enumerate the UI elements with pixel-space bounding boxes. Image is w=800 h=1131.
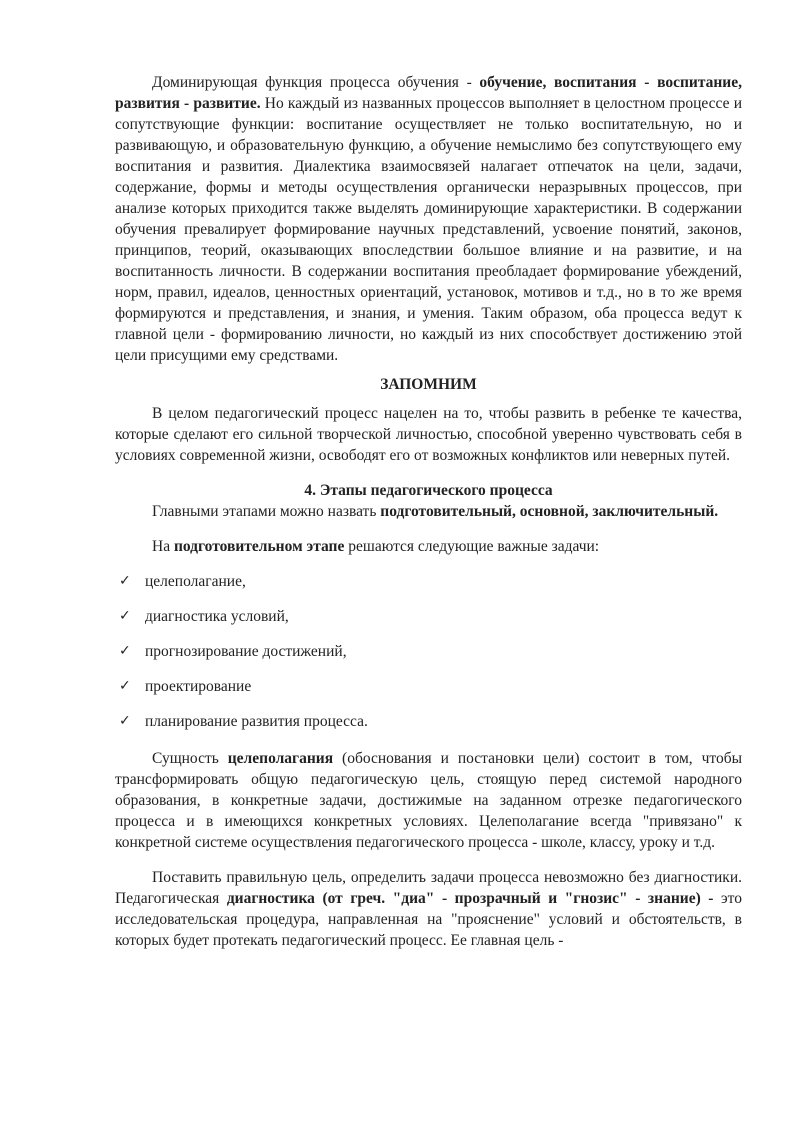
- list-item: [115, 606, 742, 641]
- paragraph-diagnostics: [115, 867, 742, 951]
- remember-heading: ЗАПОМНИМ: [380, 376, 477, 393]
- text: (обоснования и постановки цели) состоит в том, чтобы трансформировать общую педагогическую цель, стоящую перед системой народного образования, в конкретные задачи, достижимые на заданном отрезке педагогического процесса и в имеющихся конкретных условиях. Целеполагание всегда "привязано" к конкретной системе осуществления педагогического процесса - школе, классу, уроку и т.д.: [115, 750, 742, 851]
- checkmark-icon: ✓: [119, 608, 131, 624]
- text: Сущность: [152, 750, 228, 767]
- text: Поставить правильную цель, определить задачи процесса невозможно без диагностики. Педагогическая: [115, 869, 742, 907]
- text: Главными этапами можно назвать: [152, 503, 381, 520]
- paragraph-goal-setting: [115, 748, 742, 853]
- list-item-label: проектирование: [145, 678, 252, 695]
- list-item: [115, 571, 742, 606]
- list-item: [115, 676, 742, 711]
- bold-text: подготовительный, основной, заключительный.: [380, 503, 719, 520]
- bold-text: диагностика (от греч. "диа" - прозрачный и "гнозис" - знание) -: [226, 890, 714, 907]
- checkmark-icon: ✓: [119, 713, 131, 729]
- bold-text: обучение, воспитания - воспитание, развития - развитие.: [115, 74, 742, 112]
- text: решаются следующие важные задачи:: [344, 538, 600, 555]
- list-item-label: целеполагание,: [145, 573, 246, 590]
- document-page: [115, 72, 742, 951]
- list-item-label: прогнозирование достижений,: [145, 643, 347, 660]
- list-item: [115, 711, 742, 746]
- text: это исследовательская процедура, направленная на "прояснение" условий и обстоятельств, в которых будет протекать педагогический процесс. Ее главная цель -: [115, 890, 742, 949]
- list-item: [115, 641, 742, 676]
- checkmark-icon: ✓: [119, 643, 131, 659]
- checkmark-icon: ✓: [119, 678, 131, 694]
- bold-text: целеполагания: [227, 750, 334, 767]
- paragraph-dominant-function: [115, 72, 742, 366]
- paragraph-remember: В целом педагогический процесс нацелен на то, чтобы развить в ребенке те качества, которые сделают его сильной творческой личностью, способной уверенно чувствовать себя в условиях современной жизни, освободят его от возможных конфликтов или неверных путей.: [115, 405, 742, 464]
- bold-text: подготовительном этапе: [173, 538, 345, 555]
- paragraph-preparatory-stage: [115, 536, 742, 557]
- paragraph-main-stages: [115, 501, 742, 522]
- tasks-list: [115, 571, 742, 746]
- text: Но каждый из названных процессов выполняет в целостном процессе и сопутствующие функции: воспитание осуществляет не только воспитательную, но и развивающую, и образовательную функцию, а обучение немыслимо без сопутствующего ему воспитания и развития. Диалектика взаимосвязей налагает отпечаток на цели, задачи, содержание, формы и методы осуществления органически неразрывных процессов, при анализе которых приходится также выделять доминирующие характеристики. В содержании обучения превалирует формирование научных представлений, усвоение понятий, законов, принципов, теорий, оказывающих впоследствии большое влияние и на развитие, и на воспитанность личности. В содержании воспитания преобладает формирование убеждений, норм, правил, идеалов, ценностных ориентаций, установок, мотивов и т.д., но в то же время формируются и представления, и знания, и умения. Таким образом, оба процесса ведут к главной цели - формированию личности, но каждый из них способствует достижению этой цели присущими ему средствами.: [115, 95, 742, 364]
- list-item-label: диагностика условий,: [145, 608, 289, 625]
- list-item-label: планирование развития процесса.: [145, 713, 368, 730]
- section-heading: 4. Этапы педагогического процесса: [304, 482, 553, 499]
- text: Доминирующая функция процесса обучения -: [152, 74, 480, 91]
- checkmark-icon: ✓: [119, 573, 131, 589]
- text: На: [152, 538, 174, 555]
